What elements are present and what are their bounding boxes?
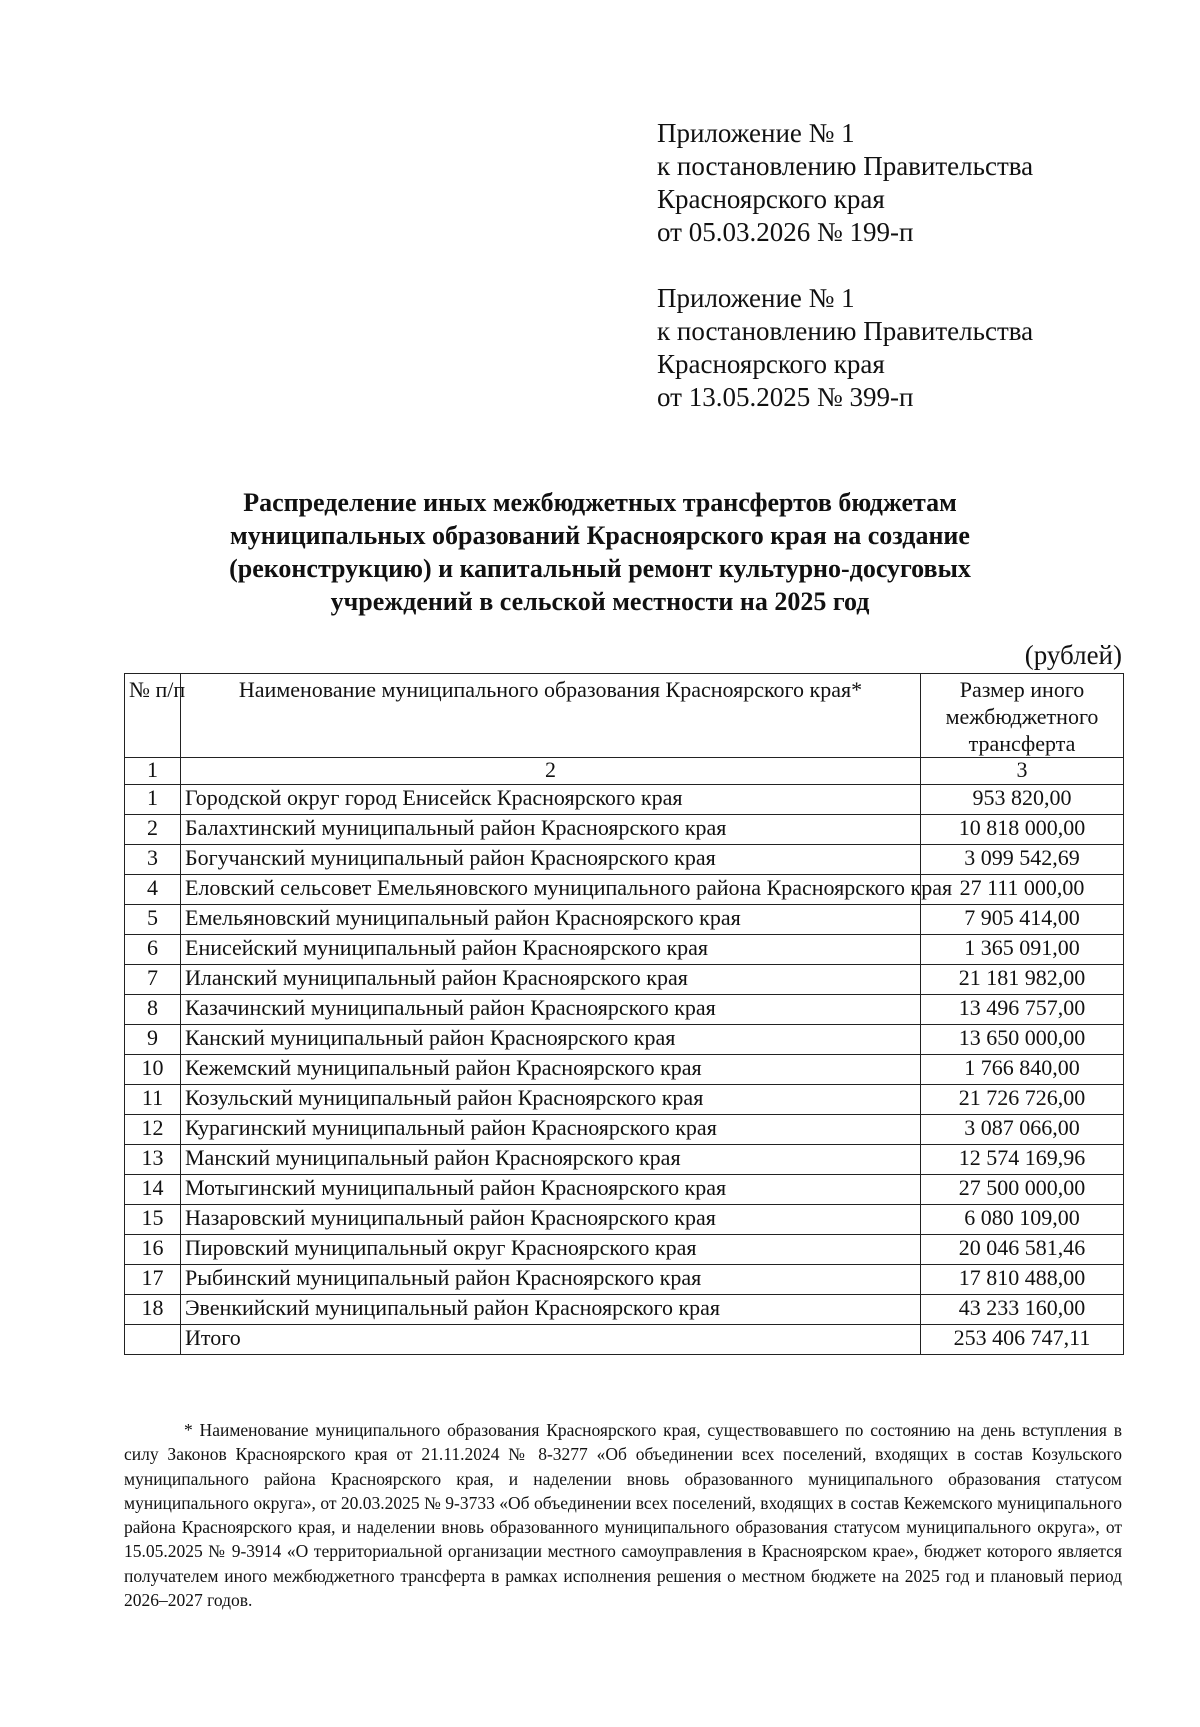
table-index-row xyxy=(125,758,1124,785)
row-number: 7 xyxy=(125,965,181,995)
index-cell: 3 xyxy=(921,758,1124,785)
table-row xyxy=(125,1085,1124,1115)
total-amount: 253 406 747,11 xyxy=(921,1325,1124,1355)
row-number: 13 xyxy=(125,1145,181,1175)
row-name: Кежемский муниципальный район Красноярского края xyxy=(181,1055,921,1085)
row-number: 9 xyxy=(125,1025,181,1055)
title-line: муниципальных образований Красноярского края на создание xyxy=(230,521,970,550)
row-name: Козульский муниципальный район Красноярского края xyxy=(181,1085,921,1115)
table-row xyxy=(125,1145,1124,1175)
row-name: Еловский сельсовет Емельяновского муниципального района Красноярского края xyxy=(181,875,921,905)
total-label: Итого xyxy=(181,1325,921,1355)
table-row xyxy=(125,935,1124,965)
table-row xyxy=(125,845,1124,875)
row-name: Казачинский муниципальный район Красноярского края xyxy=(181,995,921,1025)
table-row xyxy=(125,1025,1124,1055)
row-number: 18 xyxy=(125,1295,181,1325)
appendix-label: Приложение № 1 xyxy=(657,283,855,313)
title-line: учреждений в сельской местности на 2025 год xyxy=(330,587,870,616)
appendix-date-number: от 13.05.2025 № 399-п xyxy=(657,382,914,412)
row-name: Мотыгинский муниципальный район Красноярского края xyxy=(181,1175,921,1205)
row-name: Балахтинский муниципальный район Красноярского края xyxy=(181,815,921,845)
header-num: № п/п xyxy=(125,674,181,758)
table-header-row xyxy=(125,674,1124,758)
table-row xyxy=(125,1055,1124,1085)
row-amount: 17 810 488,00 xyxy=(921,1265,1124,1295)
table-row xyxy=(125,995,1124,1025)
document-title xyxy=(150,486,1050,618)
row-number: 4 xyxy=(125,875,181,905)
row-amount: 27 111 000,00 xyxy=(921,875,1124,905)
row-name: Канский муниципальный район Красноярского края xyxy=(181,1025,921,1055)
appendix-ref: к постановлению Правительства xyxy=(657,151,1034,181)
row-amount: 43 233 160,00 xyxy=(921,1295,1124,1325)
table-row xyxy=(125,815,1124,845)
row-name: Назаровский муниципальный район Красноярского края xyxy=(181,1205,921,1235)
row-name: Городской округ город Енисейск Красноярского края xyxy=(181,785,921,815)
table-row xyxy=(125,1295,1124,1325)
table-row xyxy=(125,1265,1124,1295)
table-row xyxy=(125,905,1124,935)
row-number: 12 xyxy=(125,1115,181,1145)
row-amount: 13 496 757,00 xyxy=(921,995,1124,1025)
index-cell: 1 xyxy=(125,758,181,785)
table-row xyxy=(125,1175,1124,1205)
appendix-region: Красноярского края xyxy=(657,184,885,214)
row-amount: 21 181 982,00 xyxy=(921,965,1124,995)
row-amount: 3 099 542,69 xyxy=(921,845,1124,875)
row-name: Богучанский муниципальный район Красноярского края xyxy=(181,845,921,875)
row-amount: 13 650 000,00 xyxy=(921,1025,1124,1055)
row-number: 8 xyxy=(125,995,181,1025)
total-number-empty xyxy=(125,1325,181,1355)
row-number: 2 xyxy=(125,815,181,845)
table-row xyxy=(125,785,1124,815)
row-amount: 6 080 109,00 xyxy=(921,1205,1124,1235)
appendix-ref: к постановлению Правительства xyxy=(657,316,1034,346)
units-label: (рублей) xyxy=(1024,640,1122,670)
row-number: 11 xyxy=(125,1085,181,1115)
table-row xyxy=(125,1235,1124,1265)
table-row xyxy=(125,875,1124,905)
row-amount: 12 574 169,96 xyxy=(921,1145,1124,1175)
title-line: (реконструкцию) и капитальный ремонт культурно-досуговых xyxy=(229,554,971,583)
row-amount: 1 766 840,00 xyxy=(921,1055,1124,1085)
row-name: Емельяновский муниципальный район Красноярского края xyxy=(181,905,921,935)
row-name: Рыбинский муниципальный район Красноярского края xyxy=(181,1265,921,1295)
index-cell: 2 xyxy=(181,758,921,785)
row-amount: 20 046 581,46 xyxy=(921,1235,1124,1265)
row-amount: 27 500 000,00 xyxy=(921,1175,1124,1205)
row-amount: 10 818 000,00 xyxy=(921,815,1124,845)
appendix-date-number: от 05.03.2026 № 199-п xyxy=(657,217,914,247)
appendix-header-current xyxy=(657,117,1157,249)
table-total-row xyxy=(125,1325,1124,1355)
row-amount: 3 087 066,00 xyxy=(921,1115,1124,1145)
row-name: Эвенкийский муниципальный район Красноярского края xyxy=(181,1295,921,1325)
row-number: 16 xyxy=(125,1235,181,1265)
row-name: Манский муниципальный район Красноярского края xyxy=(181,1145,921,1175)
row-name: Иланский муниципальный район Красноярского края xyxy=(181,965,921,995)
title-line: Распределение иных межбюджетных трансфертов бюджетам xyxy=(243,488,957,517)
row-number: 6 xyxy=(125,935,181,965)
row-number: 3 xyxy=(125,845,181,875)
row-name: Курагинский муниципальный район Красноярского края xyxy=(181,1115,921,1145)
table-row xyxy=(125,1115,1124,1145)
header-name: Наименование муниципального образования Красноярского края* xyxy=(181,674,921,758)
row-amount: 953 820,00 xyxy=(921,785,1124,815)
row-number: 10 xyxy=(125,1055,181,1085)
footnote xyxy=(124,1418,1122,1612)
row-amount: 1 365 091,00 xyxy=(921,935,1124,965)
table-row xyxy=(125,965,1124,995)
row-number: 17 xyxy=(125,1265,181,1295)
appendix-label: Приложение № 1 xyxy=(657,118,855,148)
row-amount: 21 726 726,00 xyxy=(921,1085,1124,1115)
row-number: 1 xyxy=(125,785,181,815)
appendix-header-original xyxy=(657,282,1157,414)
row-number: 5 xyxy=(125,905,181,935)
table-row xyxy=(125,1205,1124,1235)
header-amount: Размер иного межбюджетного трансферта xyxy=(921,674,1124,758)
row-number: 15 xyxy=(125,1205,181,1235)
footnote-text: * Наименование муниципального образования Красноярского края, существовавшего по состоянию на день вступления в силу Законов Красноярского края от 21.11.2024 № 8-3277 «Об объединении всех поселений, входящих в состав Козульского муниципального района Красноярского края, и наделении вновь образованного муниципального образования статусом муниципального округа», от 20.03.2025 № 9-3733 «Об объединении всех поселений, входящих в состав Кежемского муниципального района Красноярского края, и наделении вновь образованного муниципального образования статусом муниципального округа», от 15.05.2025 № 9-3914 «О территориальной организации местного самоуправления в Красноярском крае», бюджет которого является получателем иного межбюджетного трансферта в рамках исполнения решения о местном бюджете на 2025 год и плановый период 2026–2027 годов. xyxy=(124,1420,1122,1611)
transfers-table xyxy=(124,673,1124,1355)
row-amount: 7 905 414,00 xyxy=(921,905,1124,935)
appendix-region: Красноярского края xyxy=(657,349,885,379)
row-name: Пировский муниципальный округ Красноярского края xyxy=(181,1235,921,1265)
row-name: Енисейский муниципальный район Красноярского края xyxy=(181,935,921,965)
row-number: 14 xyxy=(125,1175,181,1205)
